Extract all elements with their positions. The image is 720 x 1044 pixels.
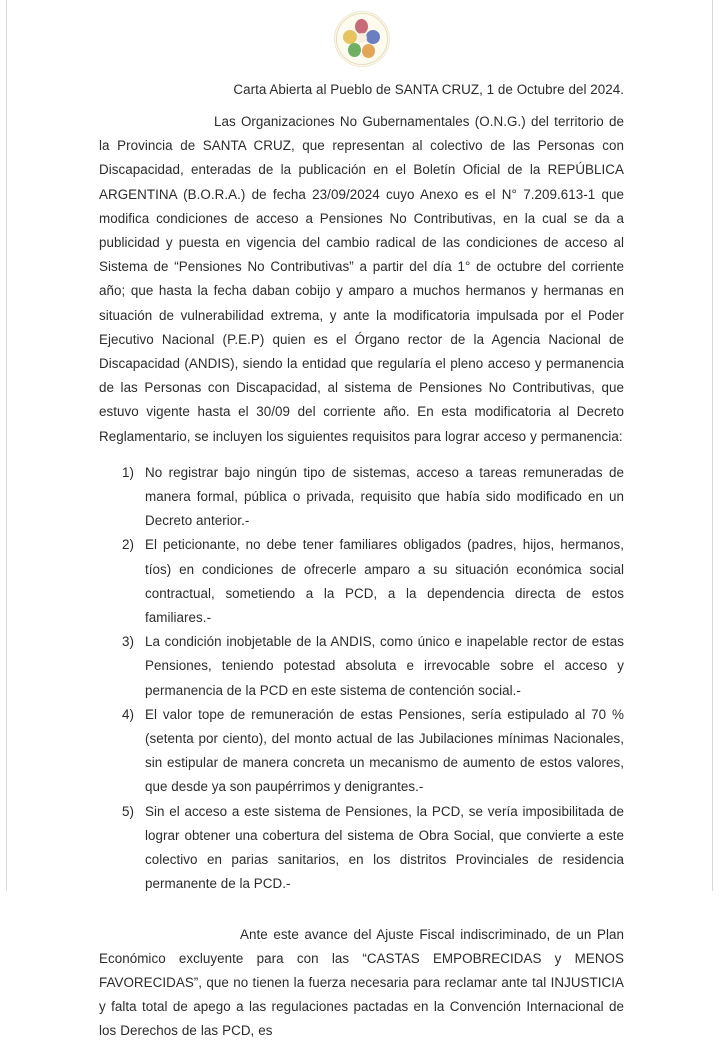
list-item-text: El peticionante, no debe tener familiares obligados (padres, hijos, hermanos, tíos) en condiciones de ofrecerle amparo a su situación económica social contractual, sometiendo a la PCD, a la dependencia directa de estos familiares.-: [145, 537, 624, 626]
logo-container: [99, 0, 624, 67]
emblem-petal-top-icon: [355, 19, 368, 34]
list-item-text: No registrar bajo ningún tipo de sistemas, acceso a tareas remuneradas de manera formal, pública o privada, requisito que había sido modificado en un Decreto anterior.-: [145, 464, 624, 529]
document-content: [99, 0, 624, 1044]
list-item-number: 4): [122, 706, 135, 722]
list-item-number: 2): [122, 537, 135, 553]
ong-emblem-icon: [334, 11, 390, 67]
requirements-list: [99, 461, 624, 897]
intro-paragraph: Las Organizaciones No Gubernamentales (O.N.G.) del territorio de la Provincia de SANTA CRUZ, que representan al colectivo de las Personas con Discapacidad, enteradas de la publicación en el Boletín Oficial de la REPÚBLICA ARGENTINA (B.O.R.A.) de fecha 23/09/2024 cuyo Anexo es el N° 7.209.613-1 que modifica condiciones de acceso a Pensiones No Contributivas, en la cual se da a publicidad y puesta en vigencia del cambio radical de las condiciones de acceso al Sistema de “Pensiones No Contributivas” a partir del día 1° de octubre del corriente año; que hasta la fecha daban cobijo y amparo a muchos hermanos y hermanas en situación de vulnerabilidad extrema, y ante la modificatoria impulsada por el Poder Ejecutivo Nacional (P.E.P) quien es el Órgano rector de la Agencia Nacional de Discapacidad (ANDIS), siendo la entidad que regularía el pleno acceso y permanencia de las Personas con Discapacidad, al sistema de Pensiones No Contributivas, que estuvo vigente hasta el 30/09 del corriente año. En esta modificatoria al Decreto Reglamentario, se incluyen los siguientes requisitos para lograr acceso y permanencia:: [99, 114, 624, 444]
page-right-edge: [712, 0, 713, 891]
list-item: [99, 461, 624, 534]
emblem-petal-bottom-left-icon: [348, 43, 361, 57]
list-item-number: 3): [122, 634, 135, 650]
emblem-center-icon: [357, 33, 367, 43]
document-title: Carta Abierta al Pueblo de SANTA CRUZ, 1 de Octubre del 2024.: [233, 82, 624, 97]
list-item-number: 1): [122, 464, 135, 480]
list-item: [99, 800, 624, 897]
emblem-petal-left-icon: [343, 30, 357, 44]
closing-paragraph: Ante este avance del Ajuste Fiscal indiscriminado, de un Plan Económico excluyente para con las “CASTAS EMPOBRECIDAS y MENOS FAVORECIDAS”, que no tienen la fuerza necesaria para reclamar ante tal INJUSTICIA y falta total de apego a las regulaciones pactadas en la Convención Internacional de los Derechos de las PCD, es: [99, 926, 624, 1039]
emblem-petal-bottom-right-icon: [362, 44, 375, 58]
list-item: [99, 703, 624, 800]
list-item-text: Sin el acceso a este sistema de Pensiones, la PCD, se vería imposibilitada de lograr obtener una cobertura del sistema de Obra Social, que convierte a este colectivo en parias sanitarios, en los distritos Provinciales de residencia permanente de la PCD.-: [145, 803, 624, 892]
list-item-text: El valor tope de remuneración de estas Pensiones, sería estipulado al 70 % (setenta por ciento), del monto actual de las Jubilaciones mínimas Nacionales, sin estipular de manera concreta un mecanismo de aumento de estos valores, que desde ya son paupérrimos y denigrantes.-: [145, 706, 624, 795]
list-item: [99, 533, 624, 630]
page-left-edge: [6, 0, 7, 891]
list-item-number: 5): [122, 803, 135, 819]
list-item: [99, 630, 624, 703]
list-item-text: La condición inobjetable de la ANDIS, como único e inapelable rector de estas Pensiones, teniendo potestad absoluta e irrevocable sobre el acceso y permanencia de la PCD en este sistema de contención social.-: [145, 634, 624, 698]
emblem-petal-right-icon: [366, 30, 380, 44]
